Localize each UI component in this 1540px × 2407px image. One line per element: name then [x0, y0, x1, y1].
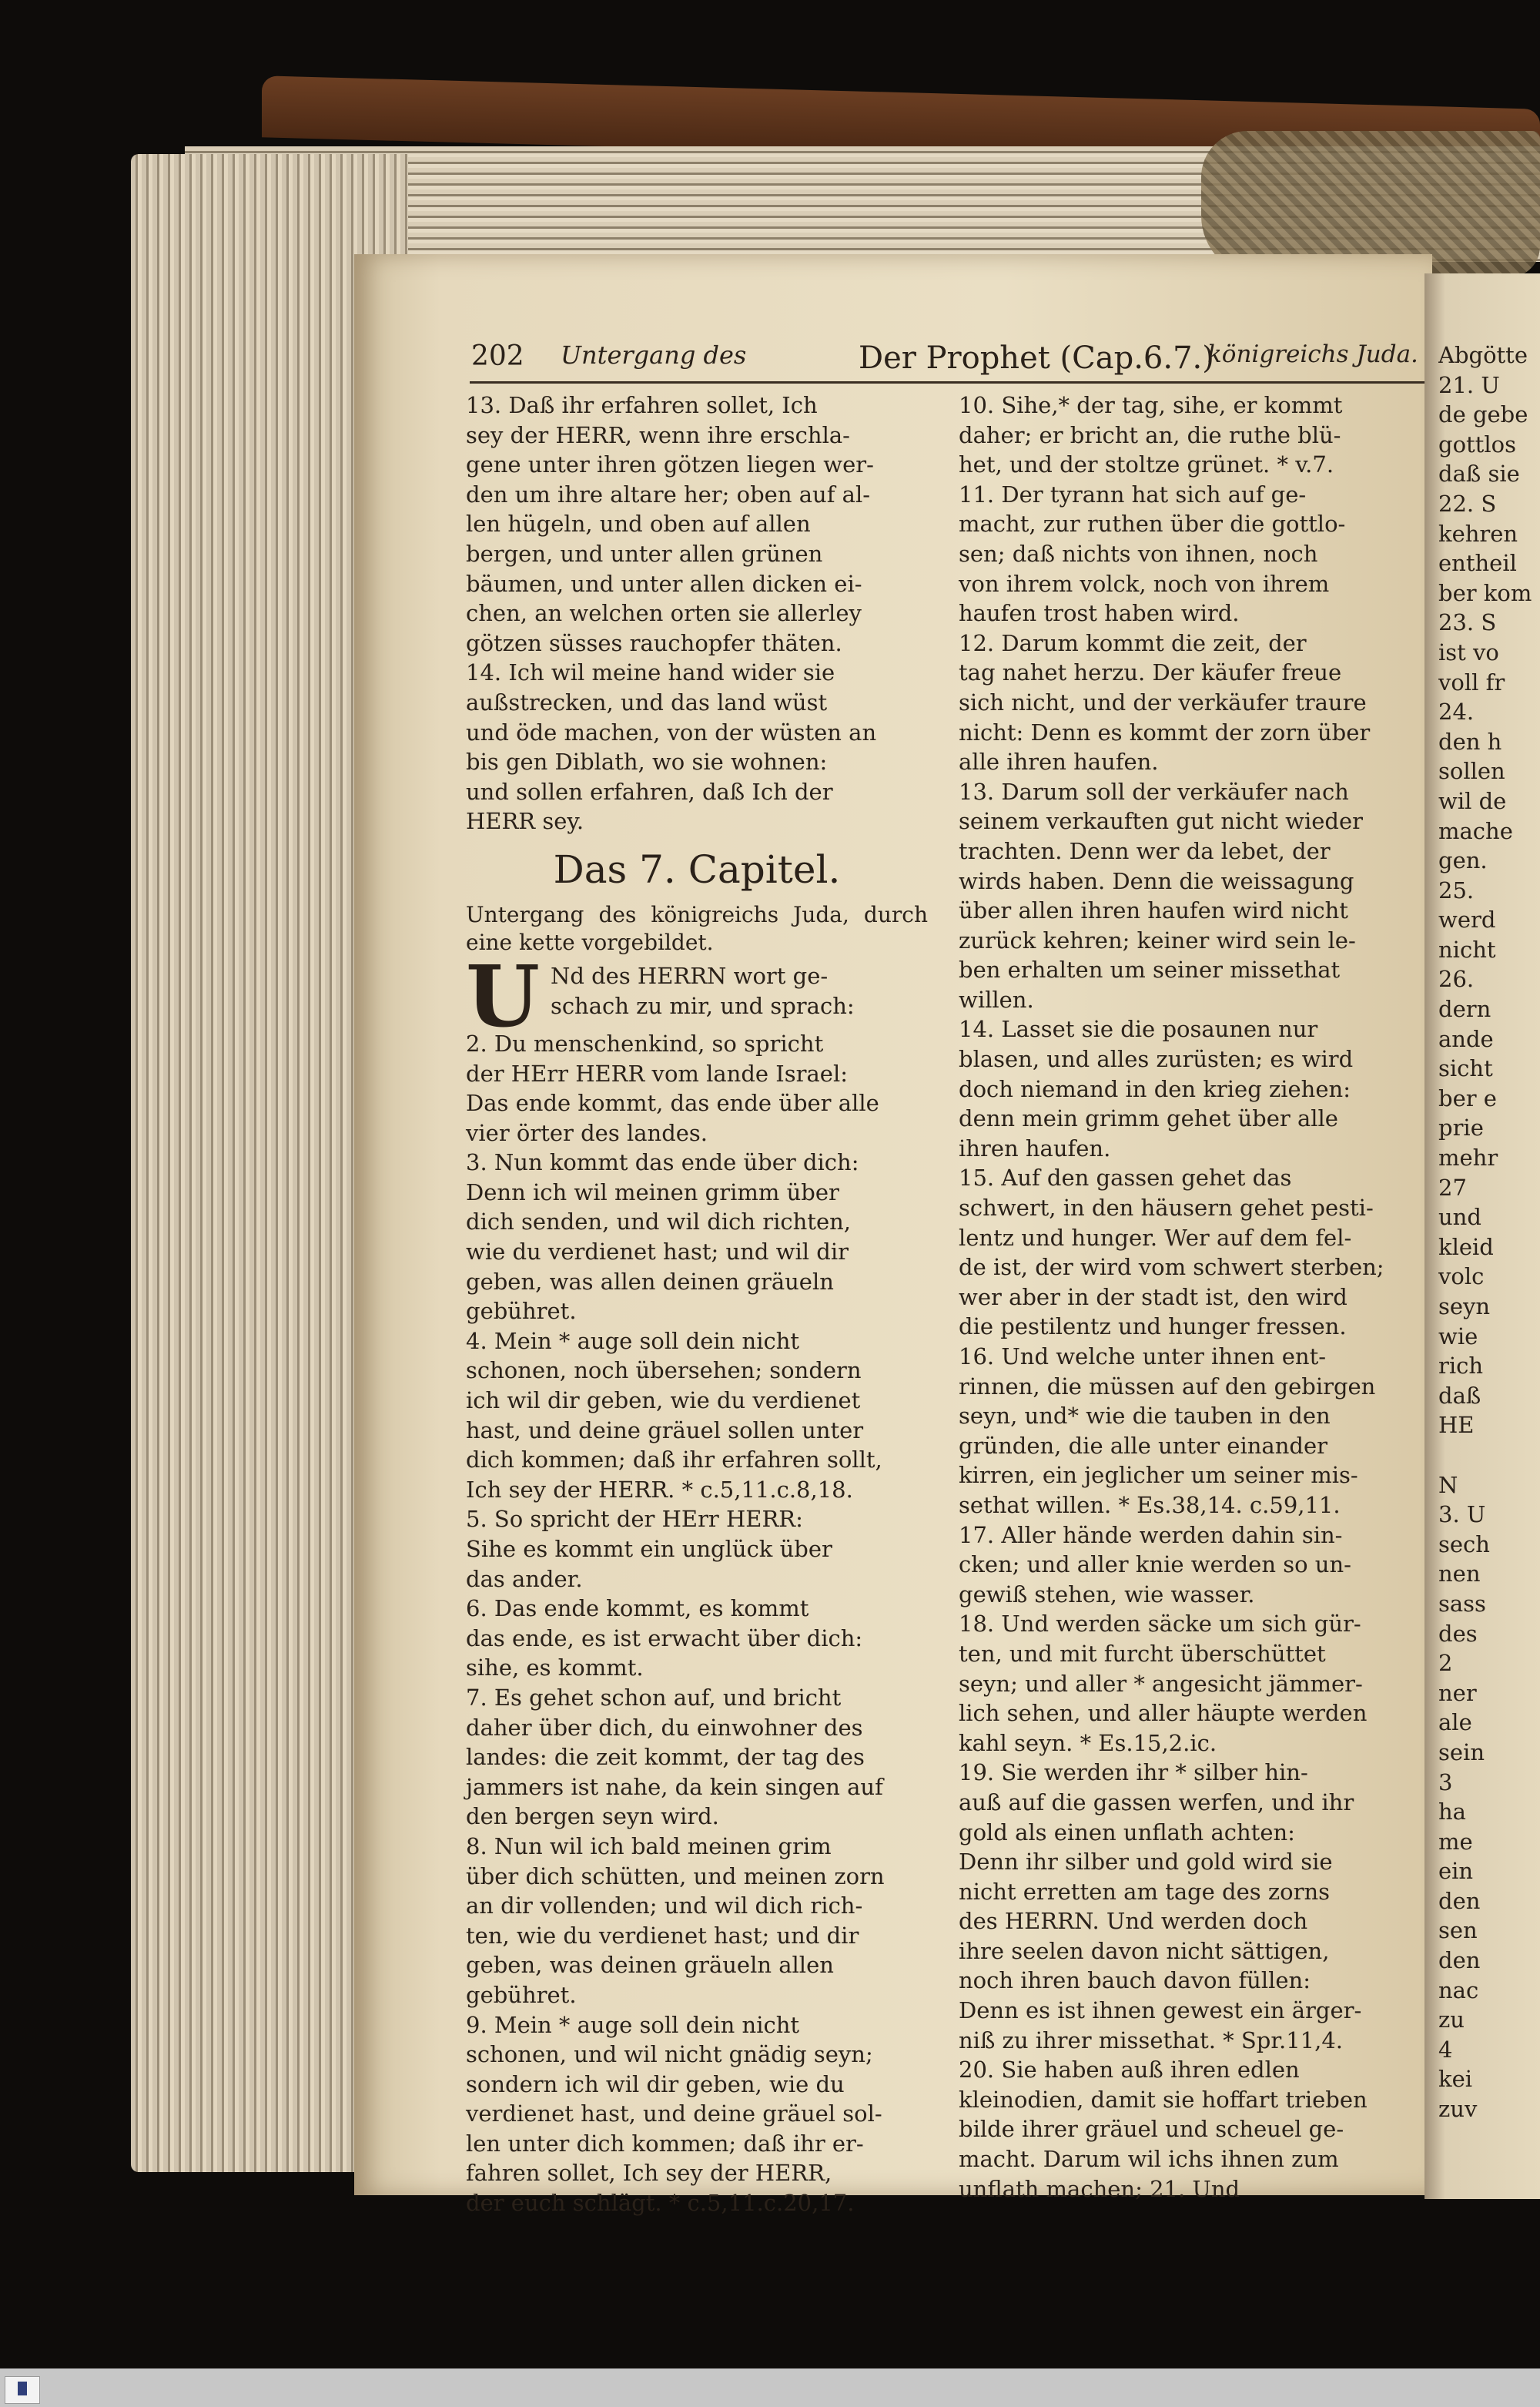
fragment-line: den	[1438, 1947, 1481, 1974]
text-line: 8. Nun wil ich bald meinen grim	[466, 1832, 832, 1859]
text-line: vier örter des landes.	[466, 1119, 708, 1146]
fragment-line: sen	[1438, 1917, 1478, 1944]
fragment-line: sech	[1438, 1530, 1490, 1557]
fragment-line: kei	[1438, 2066, 1473, 2093]
fragment-line: 3. U	[1438, 1501, 1486, 1528]
text-line: 15. Auf den gassen gehet das	[959, 1165, 1292, 1192]
text-line: geben, was allen deinen gräueln	[466, 1268, 834, 1295]
text-line: gebühret.	[466, 1298, 577, 1325]
text-line: 4. Mein * auge soll dein nicht	[466, 1327, 800, 1354]
text-line: 3. Nun kommt das ende über dich:	[466, 1149, 859, 1176]
fragment-line: sein	[1438, 1738, 1485, 1765]
text-line: kahl seyn. * Es.15,2.ic.	[959, 1729, 1217, 1756]
text-line: nicht: Denn es kommt der zorn über	[959, 719, 1371, 746]
text-line: 13. Darum soll der verkäufer nach	[959, 778, 1349, 805]
text-line: dich kommen; daß ihr erfahren sollt,	[466, 1447, 882, 1473]
text-line: sethat willen. * Es.38,14. c.59,11.	[959, 1491, 1341, 1518]
text-line: gewiß stehen, wie wasser.	[959, 1581, 1255, 1607]
running-head-left: Untergang des	[561, 340, 747, 370]
text-line: sen; daß nichts von ihnen, noch	[959, 540, 1318, 567]
fragment-line: kehren	[1438, 520, 1518, 547]
text-line: Denn es ist ihnen gewest ein ärger-	[959, 1997, 1362, 2024]
text-line: 10. Sihe,* der tag, sihe, er kommt	[959, 392, 1343, 418]
text-line: 14. Lasset sie die posaunen nur	[959, 1016, 1318, 1043]
header-rule	[470, 381, 1424, 384]
text-line: lentz und hunger. Wer auf dem fel-	[959, 1224, 1352, 1251]
text-line: alle ihren haufen.	[959, 749, 1159, 776]
fragment-line: und	[1438, 1204, 1481, 1231]
text-line: gold als einen unflath achten:	[959, 1819, 1295, 1845]
chapter-summary: Untergang des königreichs Juda, durch eine kette vorgebildet.	[466, 901, 928, 955]
fragment-line: ein	[1438, 1858, 1474, 1885]
text-line: ihren haufen.	[959, 1135, 1111, 1162]
text-line: seyn, und* wie die tauben in den	[959, 1403, 1331, 1430]
text-line: HERR sey.	[466, 808, 584, 835]
text-line: schonen, und wil nicht gnädig seyn;	[466, 2041, 873, 2068]
text-line: fahren sollet, Ich sey der HERR,	[466, 2160, 832, 2187]
text-line: der euch schlägt. * c.5,11.c.20,17.	[466, 2190, 855, 2217]
text-line: sich nicht, und der verkäufer traure	[959, 689, 1367, 716]
text-line: sihe, es kommt.	[466, 1654, 644, 1681]
fragment-line: kleid	[1438, 1233, 1494, 1260]
text-line: denn mein grimm gehet über alle	[959, 1105, 1338, 1132]
text-line: doch niemand in den krieg ziehen:	[959, 1075, 1351, 1102]
text-line: ten, wie du verdienet hast; und dir	[466, 1922, 859, 1949]
fragment-line: volc	[1438, 1263, 1485, 1290]
text-line: 7. Es gehet schon auf, und bricht	[466, 1684, 842, 1711]
text-line: len hügeln, und oben auf allen	[466, 511, 811, 538]
text-line: 9. Mein * auge soll dein nicht	[466, 2011, 800, 2038]
text-line: des HERRN. Und werden doch	[959, 1908, 1308, 1935]
verse-block-ch7	[466, 1029, 928, 2218]
fragment-line: sass	[1438, 1590, 1486, 1617]
text-line: chen, an welchen orten sie allerley	[466, 600, 862, 627]
fragment-line: werd	[1438, 907, 1496, 934]
text-line: 13. Daß ihr erfahren sollet, Ich	[466, 392, 818, 418]
text-line: über dich schütten, und meinen zorn	[466, 1862, 885, 1889]
text-line: ten, und mit furcht überschüttet	[959, 1640, 1326, 1667]
text-line: ich wil dir geben, wie du verdienet	[466, 1387, 861, 1414]
fragment-line: Abgötte	[1438, 342, 1528, 368]
text-line: und öde machen, von der wüsten an	[466, 719, 877, 746]
page-number: 202	[471, 340, 524, 372]
next-page-lower-fragments	[1438, 1470, 1538, 2124]
text-line: Das ende kommt, das ende über alle	[466, 1090, 879, 1117]
text-line: die pestilentz und hunger fressen.	[959, 1313, 1347, 1340]
fragment-line: den h	[1438, 728, 1502, 755]
fragment-line: voll fr	[1438, 669, 1505, 696]
fragment-line: wil de	[1438, 787, 1507, 814]
fragment-line: nac	[1438, 1976, 1479, 2003]
text-line: rinnen, die müssen auf den gebirgen	[959, 1373, 1376, 1400]
text-line: 20. Sie haben auß ihren edlen	[959, 2057, 1300, 2083]
text-line: gebühret.	[466, 1981, 577, 2008]
text-line: niß zu ihrer missethat. * Spr.11,4.	[959, 2027, 1344, 2053]
text-line: daher; er bricht an, die ruthe blü-	[959, 421, 1341, 448]
text-line: seyn; und aller * angesicht jämmer-	[959, 1670, 1363, 1697]
fragment-line: zuv	[1438, 2096, 1478, 2123]
text-line: 2. Du menschenkind, so spricht	[466, 1030, 824, 1057]
fragment-line: HE	[1438, 1412, 1475, 1439]
library-logo-icon[interactable]	[5, 2376, 40, 2404]
fragment-line: gottlos	[1438, 431, 1516, 458]
text-line: den um ihre altare her; oben auf al-	[466, 481, 871, 508]
fragment-line: 23. S	[1438, 609, 1497, 636]
fragment-line: ha	[1438, 1799, 1466, 1825]
text-line: geben, was deinen gräueln allen	[466, 1952, 834, 1979]
next-page-column	[1438, 340, 1538, 2124]
text-line: sey der HERR, wenn ihre erschla-	[466, 421, 850, 448]
fragment-line: 25.	[1438, 877, 1475, 903]
text-line: Ich sey der HERR. * c.5,11.c.8,18.	[466, 1476, 853, 1503]
text-line: tag nahet herzu. Der käufer freue	[959, 659, 1342, 686]
text-line: trachten. Denn wer da lebet, der	[959, 837, 1331, 864]
text-line: den bergen seyn wird.	[466, 1803, 719, 1830]
viewer-footer-bar	[0, 2368, 1540, 2407]
fragment-line: ale	[1438, 1709, 1472, 1736]
fragment-line: 24.	[1438, 699, 1475, 726]
fragment-line: ber kom	[1438, 579, 1532, 606]
fragment-line: 26.	[1438, 966, 1475, 993]
fragment-line: seyn	[1438, 1293, 1491, 1319]
text-line: 5. So spricht der HErr HERR:	[466, 1506, 803, 1533]
text-line: wirds haben. Denn die weissagung	[959, 867, 1354, 894]
text-line: 19. Sie werden ihr * silber hin-	[959, 1759, 1308, 1786]
fragment-line: 2	[1438, 1650, 1453, 1677]
fragment-line: nicht	[1438, 936, 1496, 963]
text-line: macht. Darum wil ichs ihnen zum	[959, 2146, 1339, 2173]
text-line: 18. Und werden säcke um sich gür-	[959, 1611, 1361, 1638]
text-line: 11. Der tyrann hat sich auf ge-	[959, 481, 1307, 508]
text-line: kleinodien, damit sie hoffart trieben	[959, 2086, 1368, 2113]
text-line: 12. Darum kommt die zeit, der	[959, 629, 1307, 656]
fragment-line: prie	[1438, 1115, 1484, 1141]
text-line: jammers ist nahe, da kein singen auf	[466, 1773, 883, 1800]
text-line: zurück kehren; keiner wird sein le-	[959, 927, 1356, 954]
verse-block-ch6	[466, 391, 928, 836]
text-line: gene unter ihren götzen liegen wer-	[466, 451, 874, 478]
fragment-line: de gebe	[1438, 401, 1528, 428]
text-line: het, und der stoltze grünet. * v.7.	[959, 451, 1334, 478]
fragment-line: daß	[1438, 1382, 1481, 1409]
text-line: sondern ich wil dir geben, wie du	[466, 2070, 845, 2097]
fragment-line: sicht	[1438, 1055, 1493, 1082]
text-line: bilde ihrer gräuel und scheuel ge-	[959, 2116, 1344, 2143]
fragment-line: ber e	[1438, 1084, 1497, 1111]
fragment-line: mache	[1438, 817, 1513, 844]
text-line: haufen trost haben wird.	[959, 600, 1240, 627]
verse-line: schach zu mir, und sprach:	[550, 992, 855, 1019]
drop-cap: U	[466, 946, 540, 1046]
fragment-line: sollen	[1438, 758, 1505, 785]
text-line: kirren, ein jeglicher um seiner mis-	[959, 1462, 1358, 1489]
fragment-line: ande	[1438, 1025, 1494, 1052]
text-line: noch ihren bauch davon füllen:	[959, 1967, 1311, 1994]
text-line: götzen süsses rauchopfer thäten.	[466, 629, 842, 656]
text-line: das ende, es ist erwacht über dich:	[466, 1624, 863, 1651]
text-line: dich senden, und wil dich richten,	[466, 1209, 852, 1235]
text-line: Denn ich wil meinen grimm über	[466, 1178, 839, 1205]
text-line: schonen, noch übersehen; sondern	[466, 1357, 862, 1384]
text-line: lich sehen, und aller häupte werden	[959, 1700, 1368, 1727]
text-line: gründen, die alle unter einander	[959, 1432, 1327, 1459]
fragment-line: den	[1438, 1887, 1481, 1914]
text-line: verdienet hast, und deine gräuel sol-	[466, 2100, 882, 2127]
text-line: schwert, in den häusern gehet pesti-	[959, 1195, 1374, 1222]
text-line: bäumen, und unter allen dicken ei-	[466, 570, 862, 597]
fragment-line: 4	[1438, 2036, 1453, 2063]
text-line: cken; und aller knie werden so un-	[959, 1551, 1351, 1578]
text-line: von ihrem volck, noch von ihrem	[959, 570, 1330, 597]
fragment-line: entheil	[1438, 550, 1517, 577]
text-line: len unter dich kommen; daß ihr er-	[466, 2130, 864, 2157]
text-line: 6. Das ende kommt, es kommt	[466, 1595, 809, 1622]
text-line: das ander.	[466, 1565, 583, 1592]
text-line: außstrecken, und das land wüst	[466, 689, 828, 716]
text-line: landes: die zeit kommt, der tag des	[466, 1744, 865, 1771]
fragment-line: 22. S	[1438, 490, 1497, 517]
text-line: auß auf die gassen werfen, und ihr	[959, 1788, 1354, 1815]
text-line: über allen ihren haufen wird nicht	[959, 897, 1348, 924]
running-head-right: königreichs Juda.	[1207, 340, 1418, 368]
text-line: ihre seelen davon nicht sättigen,	[959, 1937, 1330, 1964]
fragment-line: mehr	[1438, 1145, 1498, 1172]
text-line: an dir vollenden; und wil dich rich-	[466, 1892, 863, 1919]
text-line: wie du verdienet hast; und wil dir	[466, 1239, 849, 1266]
fragment-line: zu	[1438, 2006, 1465, 2033]
text-line: nicht erretten am tage des zorns	[959, 1878, 1331, 1905]
fragment-line: nen	[1438, 1561, 1481, 1587]
text-line: daher über dich, du einwohner des	[466, 1714, 863, 1741]
text-line: 14. Ich wil meine hand wider sie	[466, 659, 835, 686]
text-line: hast, und deine gräuel sollen unter	[466, 1416, 864, 1443]
text-line: blasen, und alles zurüsten; es wird	[959, 1046, 1354, 1073]
fragment-line: 21. U	[1438, 371, 1500, 398]
text-line: ben erhalten um seiner missethat	[959, 957, 1341, 984]
text-line: Sihe es kommt ein unglück über	[466, 1536, 832, 1562]
text-line: und sollen erfahren, daß Ich der	[466, 778, 833, 805]
fragment-line: ner	[1438, 1679, 1477, 1706]
right-text-column	[959, 391, 1409, 2204]
fragment-line: gen.	[1438, 847, 1488, 874]
verse-line: Nd des HERRN wort ge-	[550, 962, 829, 989]
chapter-title: Das 7. Capitel.	[553, 846, 841, 892]
text-line: bergen, und unter allen grünen	[466, 540, 823, 567]
fragment-line: dern	[1438, 996, 1491, 1023]
fragment-line: ist vo	[1438, 639, 1499, 665]
text-line: Denn ihr silber und gold wird sie	[959, 1849, 1333, 1876]
text-line: unflath machen; 21. Und	[959, 2175, 1240, 2202]
text-line: macht, zur ruthen über die gottlo-	[959, 511, 1346, 538]
verse-block-right	[959, 391, 1409, 2204]
fragment-line: wie	[1438, 1323, 1478, 1349]
left-text-column	[466, 391, 928, 2218]
fragment-line: 27	[1438, 1174, 1467, 1201]
fragment-line: me	[1438, 1828, 1473, 1855]
text-line: bis gen Diblath, wo sie wohnen:	[466, 749, 828, 776]
fragment-line: daß sie	[1438, 461, 1520, 488]
running-head-center: Der Prophet (Cap.6.7.)	[859, 340, 1214, 376]
text-line: der HErr HERR vom lande Israel:	[466, 1060, 849, 1087]
fragment-line: N	[1438, 1471, 1458, 1498]
text-line: willen.	[959, 986, 1034, 1013]
text-line: wer aber in der stadt ist, den wird	[959, 1283, 1348, 1310]
text-line: 16. Und welche unter ihnen ent-	[959, 1343, 1327, 1369]
next-page-fragments	[1438, 340, 1538, 1440]
fragment-line: 3	[1438, 1768, 1453, 1795]
text-line: 17. Aller hände werden dahin sin-	[959, 1521, 1343, 1548]
text-line: de ist, der wird vom schwert sterben;	[959, 1254, 1384, 1281]
fragment-line: des	[1438, 1620, 1478, 1647]
fragment-line: rich	[1438, 1353, 1484, 1379]
text-line: seinem verkauften gut nicht wieder	[959, 808, 1363, 835]
